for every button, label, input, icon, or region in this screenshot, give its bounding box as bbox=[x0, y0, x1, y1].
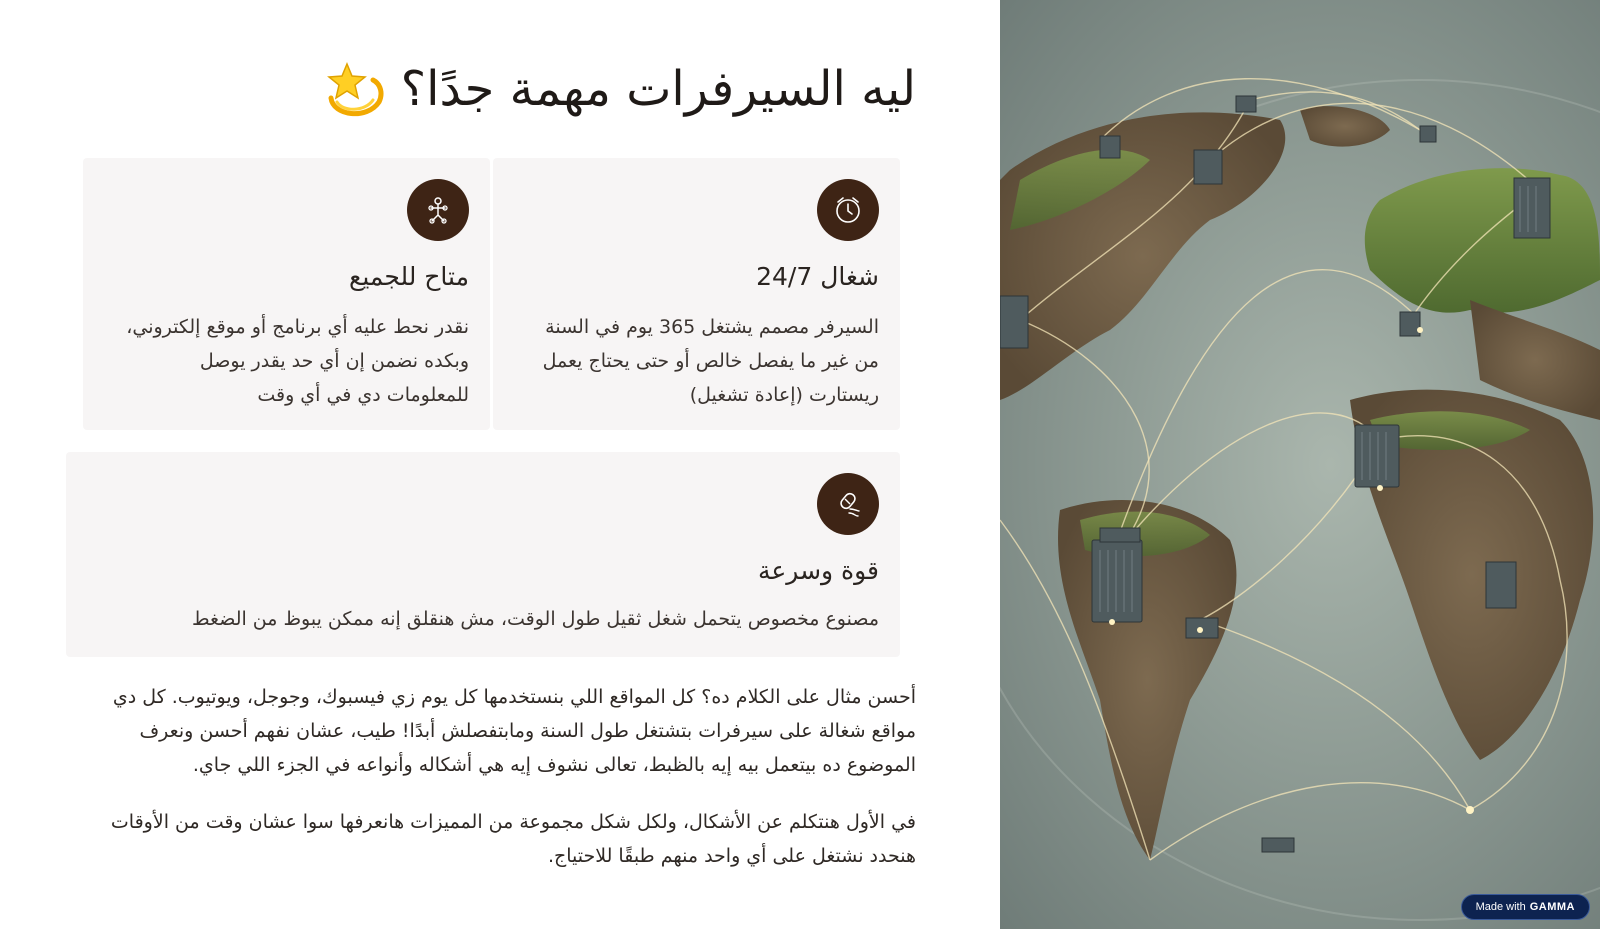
title-row bbox=[323, 58, 916, 122]
card-body-line: ريستارت (إعادة تشغيل) bbox=[689, 384, 879, 406]
card-body-line: وبكده نضمن إن أي حد يقدر يوصل bbox=[199, 350, 469, 372]
card-body bbox=[509, 310, 879, 412]
badge-prefix: Made with bbox=[1475, 901, 1526, 913]
paragraph-line: في الأول هنتكلم عن الأشكال، ولكل شكل مجموعة من المميزات هانعرفها سوا عشان وقت من الأوقات bbox=[110, 811, 916, 833]
card-body-line: للمعلومات دي في أي وقت bbox=[257, 384, 469, 406]
network-person-icon bbox=[407, 179, 469, 241]
paragraph-line: هنحدد نشتغل على أي واحد منهم طبقًا للاحتياج. bbox=[547, 845, 916, 867]
badge-brand: GAMMA bbox=[1529, 901, 1575, 913]
paragraph-examples bbox=[76, 680, 916, 782]
card-always-on bbox=[493, 158, 900, 430]
clock-icon bbox=[817, 179, 879, 241]
globe-illustration-graphic bbox=[1000, 0, 1600, 929]
made-with-gamma-badge[interactable] bbox=[1461, 894, 1590, 920]
card-body bbox=[99, 310, 469, 412]
paragraph-intro-types bbox=[76, 805, 916, 873]
card-title: متاح للجميع bbox=[349, 262, 469, 291]
card-title: شغال 24/7 bbox=[756, 262, 879, 291]
card-body-line: نقدر نحط عليه أي برنامج أو موقع إلكتروني، bbox=[126, 316, 469, 338]
card-body-line: مصنوع مخصوص يتحمل شغل ثقيل طول الوقت، مش هنقلق إنه ممكن يبوظ من الضغط bbox=[192, 608, 879, 630]
card-body-line: السيرفر مصمم يشتغل 365 يوم في السنة bbox=[545, 316, 879, 338]
dizzy-star-emoji-icon bbox=[323, 58, 387, 122]
card-power-speed bbox=[66, 452, 900, 657]
card-body-line: من غير ما يفصل خالص أو حتى يحتاج يعمل bbox=[542, 350, 879, 372]
card-available bbox=[83, 158, 490, 430]
paragraph-line: الموضوع ده بيتعمل بيه إيه بالظبط، تعالى نشوف إيه هي أشكاله وأنواعه في الجزء اللي جاي. bbox=[192, 754, 916, 776]
paragraph-line: أحسن مثال على الكلام ده؟ كل المواقع اللي بنستخدمها كل يوم زي فيسبوك، وجوجل، ويوتيوب. كل دي bbox=[112, 686, 916, 708]
card-body bbox=[89, 602, 879, 636]
paragraph-line: مواقع شغالة على سيرفرات بتشتغل طول السنة ومابتفصلش أبدًا! طيب، عشان نفهم أحسن ونعرف bbox=[139, 720, 916, 742]
page-title: ليه السيرفرات مهمة جدًا؟ bbox=[400, 61, 916, 118]
globe-servers-illustration bbox=[1000, 0, 1600, 929]
wind-power-icon bbox=[817, 473, 879, 535]
card-title: قوة وسرعة bbox=[757, 556, 879, 585]
